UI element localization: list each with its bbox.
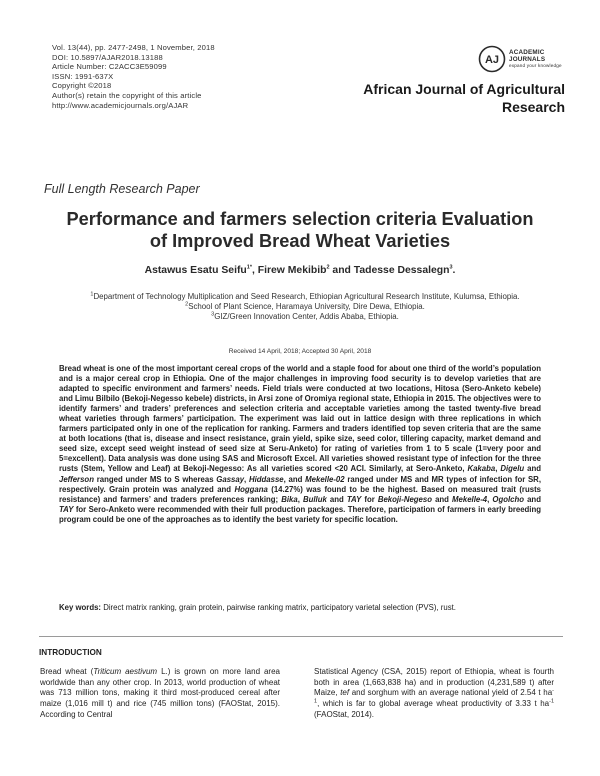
abstract-text: ranged under MS and MR types of infection for SR, respectively. Grain protein was analyzed and [59, 474, 541, 494]
abstract-variety: Jefferson [59, 474, 94, 484]
abstract-text: for Sero-Anketo were recommended with their full production packages. Therefore, participation of farmers in early breeding program could be one of the approaches as to identify the best variety for specific location. [59, 504, 541, 524]
keywords-text: Direct matrix ranking, grain protein, pairwise ranking matrix, participatory varietal selection (PVS), rust. [101, 603, 456, 612]
logo-tagline: expand your knowledge [509, 63, 562, 69]
affiliation-1-text: Department of Technology Multiplication and Seed Research, Ethiopian Agricultural Research Institute, Kulumsa, Ethiopia. [93, 292, 520, 301]
intro-species-name: Triticum aestivum [93, 667, 158, 676]
abstract-text: , [297, 494, 303, 504]
received-dates: Received 14 April, 2018; Accepted 30 April, 2018 [228, 348, 372, 355]
paper-title-line2: of Improved Bread Wheat Varieties [149, 231, 451, 251]
abstract-text: for [361, 494, 378, 504]
affiliations [50, 292, 560, 323]
abstract-variety: Bulluk [302, 494, 327, 504]
intro-crop-name: tef [340, 688, 350, 698]
affiliation-2 [50, 302, 560, 312]
meta-url[interactable]: http://www.academicjournals.org/AJAR [52, 100, 189, 110]
affiliation-3-text: GIZ/Green Innovation Center, Addis Ababa, Ethiopia. [214, 312, 399, 322]
affiliation-1 [50, 292, 560, 302]
meta-doi: DOI: 10.5897/AJAR2018.13188 [52, 52, 163, 62]
abstract-variety: Bika [281, 494, 298, 504]
abstract-variety: Ogolcho [492, 494, 525, 504]
abstract-text: and [432, 494, 453, 504]
affiliation-3 [50, 312, 560, 322]
paper-type: Full Length Research Paper [44, 182, 200, 196]
abstract-text: , [244, 474, 249, 484]
section-divider [39, 636, 563, 637]
abstract-text: and [524, 464, 541, 474]
abstract-variety: Mekelle-4 [452, 494, 488, 504]
keywords [59, 603, 541, 613]
abstract-text: Bread wheat is one of the most important cereal crops of the world and a staple food for about one third of the world’s population and is a major cereal crop in Ethiopia. One of the major challenges in improving food security is to develop varieties that are adapted to specific environment and farmers’ needs. Field trials were conducted at two locations, Hitosa (Sero-Anketo kebele) and Limu Bilbilo (Bekoji-Negesso kebele) districts, in Arsi zone of Oromiya regional state, Ethiopia in 2015. The objectives were to identify farmers’ and traders’ preferences and selection criteria and acceptable varieties among the tasted twenty-five bread wheat varieties through farmers’ participation. The experiment was laid out in lattice design with three replications in which farmers participated only in one of the replication for ranking. Farmers and traders identified top seven criteria that are the same at both locations (that is, disease and insect resistance, grain yield, spike size, seed color, tillering capacity, market demand and seed size, except seed weight instead of seed size at Seru-Anketo) for rating of varieties from 1 to 5 scale (1=very poor and 5=excellent). Data analysis was done using SAS and Microsoft Excel. All varieties showed resistant type of infection for the three rusts (Stem, Yellow and Leaf) at Bekoji-Negesso: As all varieties scored <20 ACI. Similarly, at Sero-Anketo, [59, 364, 541, 474]
affiliation-3-marker: 3 [211, 311, 215, 318]
author-end: . [452, 265, 456, 276]
intro-text: Bread wheat ( [40, 667, 94, 676]
author-3-affiliation: 3 [449, 264, 453, 271]
abstract-text: , [495, 464, 501, 474]
logo-line-academic: ACADEMIC [509, 49, 545, 56]
intro-text: , which is far to global average wheat productivity of 3.33 t ha [317, 699, 550, 709]
meta-article-number: Article Number: C2ACC3E59099 [52, 62, 167, 72]
abstract-variety: TAY [346, 494, 362, 504]
abstract-text: ranged under MS to S whereas [93, 474, 217, 484]
author-2: Firew Mekibib [257, 265, 327, 276]
paper-title-line1: Performance and farmers selection criteria Evaluation [66, 209, 534, 229]
abstract-text: , [487, 494, 493, 504]
abstract-variety: Gassay [216, 474, 245, 484]
keywords-label: Key words: [59, 603, 102, 612]
abstract-variety: Kakaba [467, 464, 496, 474]
introduction-column-left [40, 667, 280, 721]
meta-volume: Vol. 13(44), pp. 2477-2498, 1 November, 2018 [52, 43, 215, 52]
abstract-variety: Hoggana [234, 484, 268, 494]
academic-journals-logo-icon [478, 45, 506, 73]
affiliation-2-marker: 2 [185, 301, 189, 308]
abstract-variety: Hiddasse [248, 474, 284, 484]
author-list [0, 265, 600, 276]
author-separator: , [251, 265, 258, 276]
affiliation-1-marker: 1 [90, 291, 94, 298]
paper-title [30, 208, 570, 252]
abstract-text: , and [283, 474, 306, 484]
meta-rights: Author(s) retain the copyright of this article [52, 90, 202, 100]
intro-text: L.) is grown on more land area worldwide than any other crop. In 2013, world production of wheat was 713 million tons, making it third most-produced cereal after maize (1,016 mill t) and rice (745 million tons) (FAOStat, 2015). According to Central [40, 667, 280, 719]
logo-mark: AJ [484, 54, 500, 66]
author-1-affiliation: 1* [246, 264, 252, 271]
intro-text: (FAOStat, 2014). [314, 709, 375, 719]
publisher-logo [478, 45, 568, 77]
abstract-text: and [326, 494, 347, 504]
intro-text: Statistical Agency (CSA, 2015) report of Ethiopia, wheat is fourth both in area (1,663,838 ha) and in production (4,231,589 t) after Maize, [314, 667, 554, 698]
abstract-text: and [524, 494, 541, 504]
meta-issn: ISSN: 1991-637X [52, 71, 114, 81]
abstract [59, 364, 541, 525]
affiliation-2-text: School of Plant Science, Haramaya University, Dire Dewa, Ethiopia. [188, 302, 425, 312]
journal-name [335, 80, 565, 116]
journal-name-line1: African Journal of Agricultural [363, 81, 565, 97]
abstract-variety: Mekelle-02 [305, 474, 345, 484]
abstract-variety: Digelu [500, 464, 525, 474]
article-metadata [52, 43, 352, 110]
meta-copyright: Copyright ©2018 [52, 81, 112, 91]
journal-name-line2: Research [501, 99, 565, 115]
abstract-text: (14.27%) was found to be the highest. Based on measured trait (rusts resistance) and farmers’ and traders preferences ranking; [59, 484, 542, 504]
abstract-location: Bekoji-Negeso [377, 494, 432, 504]
logo-line-journals: JOURNALS [509, 56, 546, 64]
logo-wordmark [509, 49, 562, 69]
intro-unit-superscript: -1 [549, 698, 554, 705]
author-3: Tadesse Dessalegn [353, 265, 450, 276]
author-2-affiliation: 2 [326, 264, 330, 271]
intro-unit-superscript: -1 [314, 687, 555, 705]
intro-text: and sorghum with an average national yield of 2.54 t ha [349, 688, 553, 698]
author-1: Astawus Esatu Seifu [144, 265, 247, 276]
author-separator: and [329, 265, 354, 276]
introduction-column-right [314, 667, 554, 721]
abstract-variety: TAY [59, 504, 74, 514]
introduction-heading: INTRODUCTION [39, 648, 102, 657]
